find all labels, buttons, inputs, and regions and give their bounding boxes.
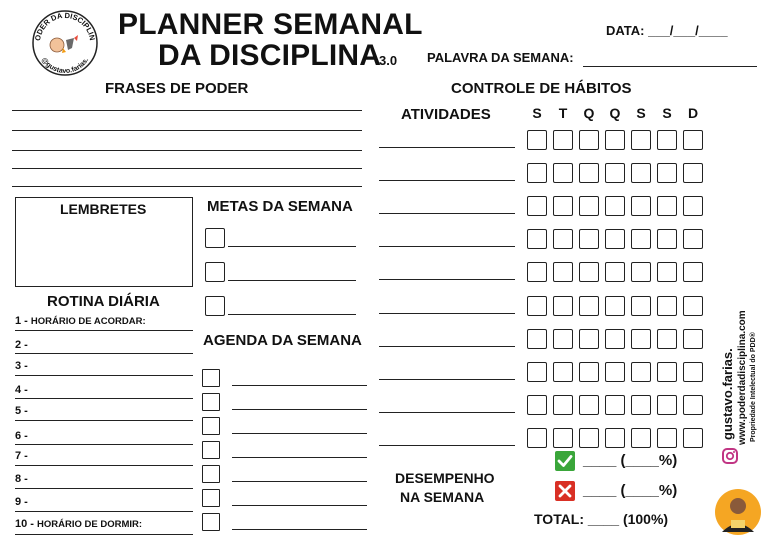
habit-checkbox-r10-d5[interactable] xyxy=(631,428,651,448)
fail-cross-icon xyxy=(555,481,575,501)
day-label-1: S xyxy=(532,105,542,121)
habit-checkbox-r8-d1[interactable] xyxy=(527,362,547,382)
desempenho-heading-2: NA SEMANA xyxy=(400,489,485,505)
habit-checkbox-r2-d4[interactable] xyxy=(605,163,625,183)
day-label-2: T xyxy=(558,105,568,121)
frases-line-1[interactable] xyxy=(12,110,362,111)
habit-checkbox-r5-d6[interactable] xyxy=(657,262,677,282)
rotina-item-7: 7 - xyxy=(15,450,28,462)
habit-checkbox-r6-d7[interactable] xyxy=(683,296,703,316)
frases-line-2[interactable] xyxy=(12,130,362,131)
word-of-week-line[interactable] xyxy=(583,66,757,67)
day-label-4: Q xyxy=(609,105,621,121)
rotina-line-3[interactable] xyxy=(15,375,193,376)
rotina-item-8: 8 - xyxy=(15,473,28,485)
habit-checkbox-r5-d4[interactable] xyxy=(605,262,625,282)
habit-checkbox-r4-d6[interactable] xyxy=(657,229,677,249)
rotina-line-9[interactable] xyxy=(15,511,193,512)
activity-line-2[interactable] xyxy=(379,180,515,181)
habit-checkbox-r9-d6[interactable] xyxy=(657,395,677,415)
logo-handle-text: @gustavo.farias. xyxy=(39,56,91,76)
habit-checkbox-r10-d7[interactable] xyxy=(683,428,703,448)
meta-checkbox-3[interactable] xyxy=(205,296,225,316)
agenda-checkbox-7[interactable] xyxy=(202,513,220,531)
habit-checkbox-r3-d7[interactable] xyxy=(683,196,703,216)
habit-checkbox-r4-d2[interactable] xyxy=(553,229,573,249)
instagram-handle: gustavo.farias. xyxy=(720,348,735,440)
habit-checkbox-r3-d6[interactable] xyxy=(657,196,677,216)
metas-heading: METAS DA SEMANA xyxy=(207,198,353,215)
agenda-checkbox-6[interactable] xyxy=(202,489,220,507)
habit-checkbox-r7-d2[interactable] xyxy=(553,329,573,349)
agenda-line-4[interactable] xyxy=(232,457,367,458)
agenda-line-6[interactable] xyxy=(232,505,367,506)
day-label-6: S xyxy=(662,105,672,121)
agenda-line-1[interactable] xyxy=(232,385,367,386)
frases-line-4[interactable] xyxy=(12,168,362,169)
habit-checkbox-r1-d7[interactable] xyxy=(683,130,703,150)
meta-checkbox-1[interactable] xyxy=(205,228,225,248)
habit-checkbox-r1-d4[interactable] xyxy=(605,130,625,150)
rotina-item-10-sub: HORÁRIO DE DORMIR: xyxy=(37,519,143,530)
habit-checkbox-r1-d3[interactable] xyxy=(579,130,599,150)
activity-line-10[interactable] xyxy=(379,445,515,446)
habit-checkbox-r1-d2[interactable] xyxy=(553,130,573,150)
habit-checkbox-r7-d7[interactable] xyxy=(683,329,703,349)
rotina-item-5: 5 - xyxy=(15,405,28,417)
rotina-line-1[interactable] xyxy=(15,330,193,331)
habit-checkbox-r3-d3[interactable] xyxy=(579,196,599,216)
word-of-week-label: PALAVRA DA SEMANA: xyxy=(427,50,574,65)
habit-checkbox-r6-d4[interactable] xyxy=(605,296,625,316)
habit-checkbox-r4-d1[interactable] xyxy=(527,229,547,249)
habit-checkbox-r3-d5[interactable] xyxy=(631,196,651,216)
title-line-1: PLANNER SEMANAL xyxy=(118,8,423,41)
habit-checkbox-r4-d4[interactable] xyxy=(605,229,625,249)
habit-checkbox-r10-d1[interactable] xyxy=(527,428,547,448)
logo-ring-text: ODER DA DISCIPLIN xyxy=(33,10,97,42)
frases-line-5[interactable] xyxy=(12,186,362,187)
meta-line-2[interactable] xyxy=(228,280,356,281)
instagram-icon xyxy=(722,448,738,464)
rotina-line-10[interactable] xyxy=(15,534,193,535)
habit-checkbox-r1-d6[interactable] xyxy=(657,130,677,150)
habit-checkbox-r10-d3[interactable] xyxy=(579,428,599,448)
habit-checkbox-r7-d1[interactable] xyxy=(527,329,547,349)
rotina-item-9: 9 - xyxy=(15,496,28,508)
agenda-line-2[interactable] xyxy=(232,409,367,410)
rotina-item-4: 4 - xyxy=(15,384,28,396)
habit-checkbox-r8-d7[interactable] xyxy=(683,362,703,382)
date-label: DATA: ___/___/____ xyxy=(606,23,728,38)
habit-checkbox-r9-d4[interactable] xyxy=(605,395,625,415)
meta-line-3[interactable] xyxy=(228,314,356,315)
habit-checkbox-r6-d3[interactable] xyxy=(579,296,599,316)
rotina-heading: ROTINA DIÁRIA xyxy=(47,293,160,310)
habit-checkbox-r3-d1[interactable] xyxy=(527,196,547,216)
rotina-item-1 xyxy=(15,315,146,327)
habit-checkbox-r2-d2[interactable] xyxy=(553,163,573,183)
habit-checkbox-r1-d1[interactable] xyxy=(527,130,547,150)
rotina-item-1-num: 1 - xyxy=(15,315,28,327)
habit-checkbox-r2-d3[interactable] xyxy=(579,163,599,183)
agenda-line-5[interactable] xyxy=(232,481,367,482)
habit-checkbox-r6-d2[interactable] xyxy=(553,296,573,316)
fail-value: ____ (____%) xyxy=(583,482,678,499)
day-label-7: D xyxy=(687,105,699,121)
agenda-checkbox-5[interactable] xyxy=(202,465,220,483)
habit-checkbox-r6-d5[interactable] xyxy=(631,296,651,316)
habit-checkbox-r9-d1[interactable] xyxy=(527,395,547,415)
activity-line-4[interactable] xyxy=(379,246,515,247)
habit-checkbox-r4-d3[interactable] xyxy=(579,229,599,249)
activity-line-3[interactable] xyxy=(379,213,515,214)
habit-checkbox-r8-d5[interactable] xyxy=(631,362,651,382)
habit-checkbox-r7-d6[interactable] xyxy=(657,329,677,349)
habit-checkbox-r5-d5[interactable] xyxy=(631,262,651,282)
agenda-line-7[interactable] xyxy=(232,529,367,530)
rotina-item-3: 3 - xyxy=(15,360,28,372)
title-version: 3.0 xyxy=(379,53,398,68)
activity-line-1[interactable] xyxy=(379,147,515,148)
rotina-item-6: 6 - xyxy=(15,430,28,442)
habit-checkbox-r9-d3[interactable] xyxy=(579,395,599,415)
habit-checkbox-r2-d1[interactable] xyxy=(527,163,547,183)
habit-checkbox-r9-d5[interactable] xyxy=(631,395,651,415)
activity-line-5[interactable] xyxy=(379,279,515,280)
atividades-heading: ATIVIDADES xyxy=(401,106,491,123)
agenda-checkbox-2[interactable] xyxy=(202,393,220,411)
rotina-item-1-sub: HORÁRIO DE ACORDAR: xyxy=(30,316,146,327)
total-value: TOTAL: ____ (100%) xyxy=(534,511,669,527)
habit-checkbox-r1-d5[interactable] xyxy=(631,130,651,150)
habit-checkbox-r6-d6[interactable] xyxy=(657,296,677,316)
avatar xyxy=(714,488,762,536)
meta-line-1[interactable] xyxy=(228,246,356,247)
habit-checkbox-r3-d4[interactable] xyxy=(605,196,625,216)
activity-line-9[interactable] xyxy=(379,412,515,413)
success-value: ____ (____%) xyxy=(583,452,678,469)
rotina-line-6[interactable] xyxy=(15,444,193,445)
frases-line-3[interactable] xyxy=(12,150,362,151)
day-label-5: S xyxy=(636,105,646,121)
habit-checkbox-r10-d4[interactable] xyxy=(605,428,625,448)
success-check-icon xyxy=(555,451,575,471)
habit-checkbox-r7-d4[interactable] xyxy=(605,329,625,349)
habit-checkbox-r7-d5[interactable] xyxy=(631,329,651,349)
habit-checkbox-r8-d3[interactable] xyxy=(579,362,599,382)
habit-checkbox-r7-d3[interactable] xyxy=(579,329,599,349)
rotina-line-2[interactable] xyxy=(15,353,193,354)
habit-checkbox-r8-d2[interactable] xyxy=(553,362,573,382)
habit-checkbox-r2-d6[interactable] xyxy=(657,163,677,183)
rotina-item-10-num: 10 - xyxy=(15,518,34,530)
habit-checkbox-r5-d3[interactable] xyxy=(579,262,599,282)
frases-heading: FRASES DE PODER xyxy=(105,80,249,97)
habit-checkbox-r6-d1[interactable] xyxy=(527,296,547,316)
rotina-line-8[interactable] xyxy=(15,488,193,489)
habit-checkbox-r5-d1[interactable] xyxy=(527,262,547,282)
rotina-item-10 xyxy=(15,518,142,530)
activity-line-6[interactable] xyxy=(379,313,515,314)
agenda-heading: AGENDA DA SEMANA xyxy=(203,332,362,349)
habit-checkbox-r4-d7[interactable] xyxy=(683,229,703,249)
controle-heading: CONTROLE DE HÁBITOS xyxy=(451,80,632,97)
habit-checkbox-r8-d6[interactable] xyxy=(657,362,677,382)
habit-checkbox-r2-d5[interactable] xyxy=(631,163,651,183)
habit-checkbox-r2-d7[interactable] xyxy=(683,163,703,183)
habit-checkbox-r9-d2[interactable] xyxy=(553,395,573,415)
website-text: www.poderdadisciplina.com xyxy=(737,310,748,445)
agenda-checkbox-1[interactable] xyxy=(202,369,220,387)
habit-checkbox-r3-d2[interactable] xyxy=(553,196,573,216)
habit-checkbox-r10-d6[interactable] xyxy=(657,428,677,448)
agenda-checkbox-3[interactable] xyxy=(202,417,220,435)
habit-checkbox-r9-d7[interactable] xyxy=(683,395,703,415)
day-label-3: Q xyxy=(583,105,595,121)
habit-checkbox-r10-d2[interactable] xyxy=(553,428,573,448)
lembretes-heading: LEMBRETES xyxy=(60,201,147,217)
rotina-item-2: 2 - xyxy=(15,339,28,351)
rotina-line-5[interactable] xyxy=(15,420,193,421)
rights-text: Propriedade Intelectual do PDD® xyxy=(750,332,757,442)
logo xyxy=(30,8,100,78)
habit-checkbox-r4-d5[interactable] xyxy=(631,229,651,249)
meta-checkbox-2[interactable] xyxy=(205,262,225,282)
habit-checkbox-r8-d4[interactable] xyxy=(605,362,625,382)
habit-checkbox-r5-d7[interactable] xyxy=(683,262,703,282)
habit-checkbox-r5-d2[interactable] xyxy=(553,262,573,282)
activity-line-7[interactable] xyxy=(379,346,515,347)
rotina-line-7[interactable] xyxy=(15,465,193,466)
activity-line-8[interactable] xyxy=(379,379,515,380)
rotina-line-4[interactable] xyxy=(15,398,193,399)
desempenho-heading-1: DESEMPENHO xyxy=(395,470,495,486)
agenda-checkbox-4[interactable] xyxy=(202,441,220,459)
agenda-line-3[interactable] xyxy=(232,433,367,434)
title-line-2: DA DISCIPLINA xyxy=(158,39,382,72)
